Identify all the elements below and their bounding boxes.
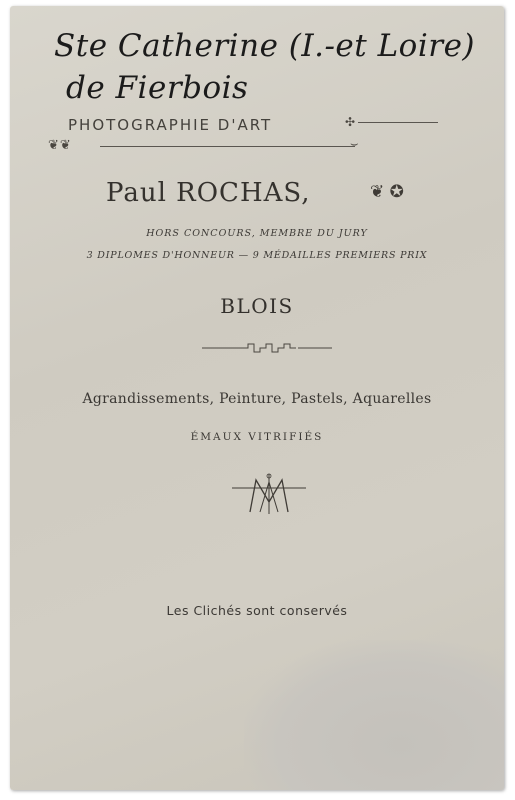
studio-city: BLOIS: [220, 294, 294, 318]
scroll-ornament-right-icon: ⌣: [350, 137, 359, 152]
header-rule-bottom: [100, 146, 355, 147]
fleur-icon: ✣: [345, 115, 356, 129]
greek-key-divider-icon: [202, 342, 332, 354]
awards-line: 3 DIPLOMES D'HONNEUR — 9 MÉDAILLES PREMIERS PRIX: [86, 250, 428, 261]
water-stain: [244, 640, 504, 790]
studio-name: Paul ROCHAS,: [106, 178, 311, 208]
distinction-line: HORS CONCOURS, MEMBRE DU JURY: [146, 228, 368, 239]
photo-card-back: [10, 6, 504, 790]
medal-icon: ✪: [389, 182, 404, 202]
services-list: Agrandissements, Peinture, Pastels, Aquarelles: [82, 391, 432, 407]
cliches-note: Les Clichés sont conservés: [166, 603, 348, 618]
header-rule-right: [358, 122, 438, 123]
laurel-wreath-icon: ❦: [370, 182, 385, 202]
medal-icons: [370, 182, 404, 202]
specialty-line: ÉMAUX VITRIFIÉS: [190, 431, 324, 443]
photographer-monogram-icon: [232, 472, 306, 516]
scroll-ornament-left-icon: ❦❦: [48, 138, 72, 153]
handwritten-place-line1: Ste Catherine (I.-et Loire): [54, 28, 476, 64]
handwritten-place-line2: de Fierbois: [66, 70, 249, 106]
photographie-header: PHOTOGRAPHIE D'ART: [68, 116, 273, 134]
